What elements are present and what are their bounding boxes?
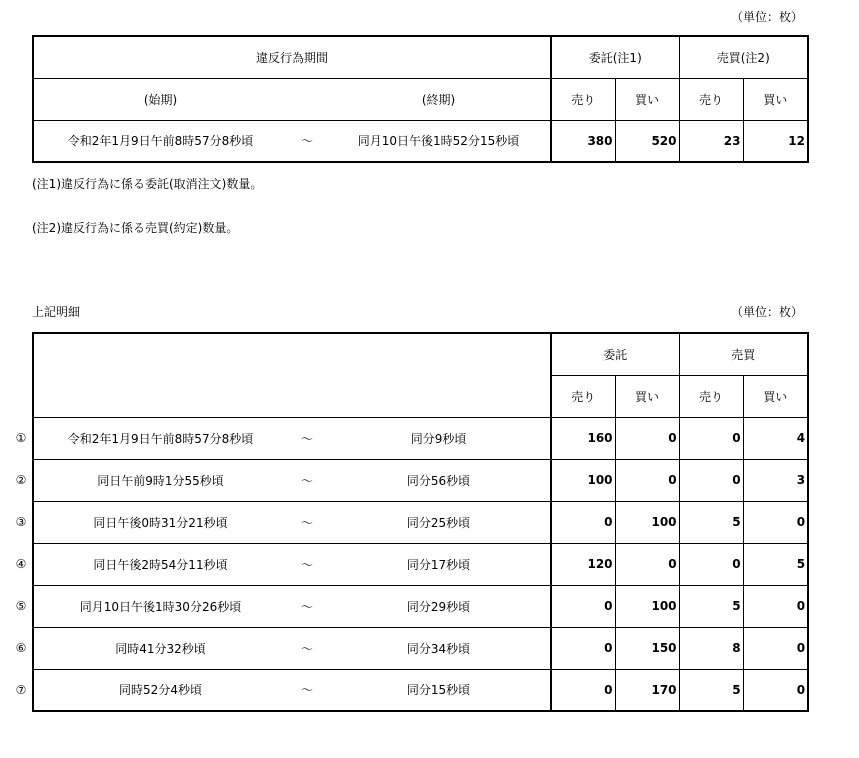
consign-sell-value: 100 <box>551 459 615 501</box>
trade-sell-value: 5 <box>679 501 743 543</box>
trade-sell-header: 売り <box>679 78 743 120</box>
detail-end: 同分56秒頃 <box>327 459 551 501</box>
row-number: ③ <box>15 515 27 529</box>
detail-title: 上記明細 <box>32 305 81 319</box>
consign-sell-value: 0 <box>551 627 615 669</box>
spacer <box>287 78 327 120</box>
trade-buy-value: 3 <box>743 459 808 501</box>
consign-buy-value: 100 <box>615 501 679 543</box>
detail-start: 同日午後2時54分11秒頃 <box>33 543 287 585</box>
consign-header-2: 委託 <box>551 333 679 375</box>
detail-end: 同分29秒頃 <box>327 585 551 627</box>
tilde: 〜 <box>287 120 327 162</box>
detail-end: 同分25秒頃 <box>327 501 551 543</box>
trade-sell-value: 0 <box>679 417 743 459</box>
tilde: 〜 <box>287 669 327 711</box>
detail-end: 同分17秒頃 <box>327 543 551 585</box>
row-number: ① <box>15 431 27 445</box>
table-row <box>33 417 808 459</box>
consign-sell-value: 0 <box>551 501 615 543</box>
consign-sell-value: 120 <box>551 543 615 585</box>
consign-buy-value: 100 <box>615 585 679 627</box>
table-row <box>33 459 808 501</box>
tilde: 〜 <box>287 459 327 501</box>
start-header: (始期) <box>33 78 287 120</box>
trade-buy-value: 0 <box>743 669 808 711</box>
trade-sell-value: 0 <box>679 543 743 585</box>
trade-sell-value: 23 <box>679 120 743 162</box>
row-number: ② <box>15 473 27 487</box>
tilde: 〜 <box>287 585 327 627</box>
trade-buy-value: 0 <box>743 501 808 543</box>
detail-end: 同分34秒頃 <box>327 627 551 669</box>
blank-header <box>33 333 551 417</box>
row-number: ⑥ <box>15 641 27 655</box>
consign-buy-header-2: 買い <box>615 375 679 417</box>
trade-sell-value: 8 <box>679 627 743 669</box>
row-number: ⑦ <box>15 683 27 697</box>
trade-buy-value: 12 <box>743 120 808 162</box>
end-header: (終期) <box>327 78 551 120</box>
table-row <box>33 585 808 627</box>
row-number: ⑤ <box>15 599 27 613</box>
note-2: (注2)違反行為に係る売買(約定)数量。 <box>32 221 239 235</box>
table-row <box>33 543 808 585</box>
detail-end: 同分15秒頃 <box>327 669 551 711</box>
unit-label-2: （単位：枚） <box>730 305 803 319</box>
detail-start: 同日午前9時1分55秒頃 <box>33 459 287 501</box>
detail-start: 同時41分32秒頃 <box>33 627 287 669</box>
consign-sell-value: 160 <box>551 417 615 459</box>
trade-buy-value: 4 <box>743 417 808 459</box>
trade-header-2: 売買 <box>679 333 808 375</box>
period-end: 同月10日午後1時52分15秒頃 <box>327 120 551 162</box>
unit-label: （単位：枚） <box>730 10 803 24</box>
detail-start: 同日午後0時31分21秒頃 <box>33 501 287 543</box>
detail-table <box>32 332 809 712</box>
trade-sell-value: 5 <box>679 669 743 711</box>
consign-header: 委託(注1) <box>551 36 679 78</box>
trade-sell-value: 0 <box>679 459 743 501</box>
consign-buy-value: 150 <box>615 627 679 669</box>
detail-start: 令和2年1月9日午前8時57分8秒頃 <box>33 417 287 459</box>
trade-buy-header: 買い <box>743 78 808 120</box>
consign-sell-value: 0 <box>551 585 615 627</box>
tilde: 〜 <box>287 417 327 459</box>
period-start: 令和2年1月9日午前8時57分8秒頃 <box>33 120 287 162</box>
tilde: 〜 <box>287 501 327 543</box>
consign-buy-value: 0 <box>615 543 679 585</box>
table-row <box>33 669 808 711</box>
consign-buy-value: 0 <box>615 459 679 501</box>
trade-buy-value: 0 <box>743 627 808 669</box>
consign-sell-header: 売り <box>551 78 615 120</box>
violation-summary-table <box>32 35 809 163</box>
consign-buy-value: 0 <box>615 417 679 459</box>
trade-header: 売買(注2) <box>679 36 808 78</box>
detail-end: 同分9秒頃 <box>327 417 551 459</box>
note-1: (注1)違反行為に係る委託(取消注文)数量。 <box>32 177 263 191</box>
consign-buy-value: 520 <box>615 120 679 162</box>
trade-buy-value: 5 <box>743 543 808 585</box>
trade-sell-value: 5 <box>679 585 743 627</box>
table-row <box>33 627 808 669</box>
detail-start: 同月10日午後1時30分26秒頃 <box>33 585 287 627</box>
tilde: 〜 <box>287 627 327 669</box>
period-header: 違反行為期間 <box>33 36 551 78</box>
consign-buy-header: 買い <box>615 78 679 120</box>
detail-start: 同時52分4秒頃 <box>33 669 287 711</box>
consign-sell-header-2: 売り <box>551 375 615 417</box>
row-number: ④ <box>15 557 27 571</box>
consign-sell-value: 380 <box>551 120 615 162</box>
trade-buy-header-2: 買い <box>743 375 808 417</box>
trade-sell-header-2: 売り <box>679 375 743 417</box>
table-row <box>33 501 808 543</box>
consign-buy-value: 170 <box>615 669 679 711</box>
tilde: 〜 <box>287 543 327 585</box>
trade-buy-value: 0 <box>743 585 808 627</box>
consign-sell-value: 0 <box>551 669 615 711</box>
